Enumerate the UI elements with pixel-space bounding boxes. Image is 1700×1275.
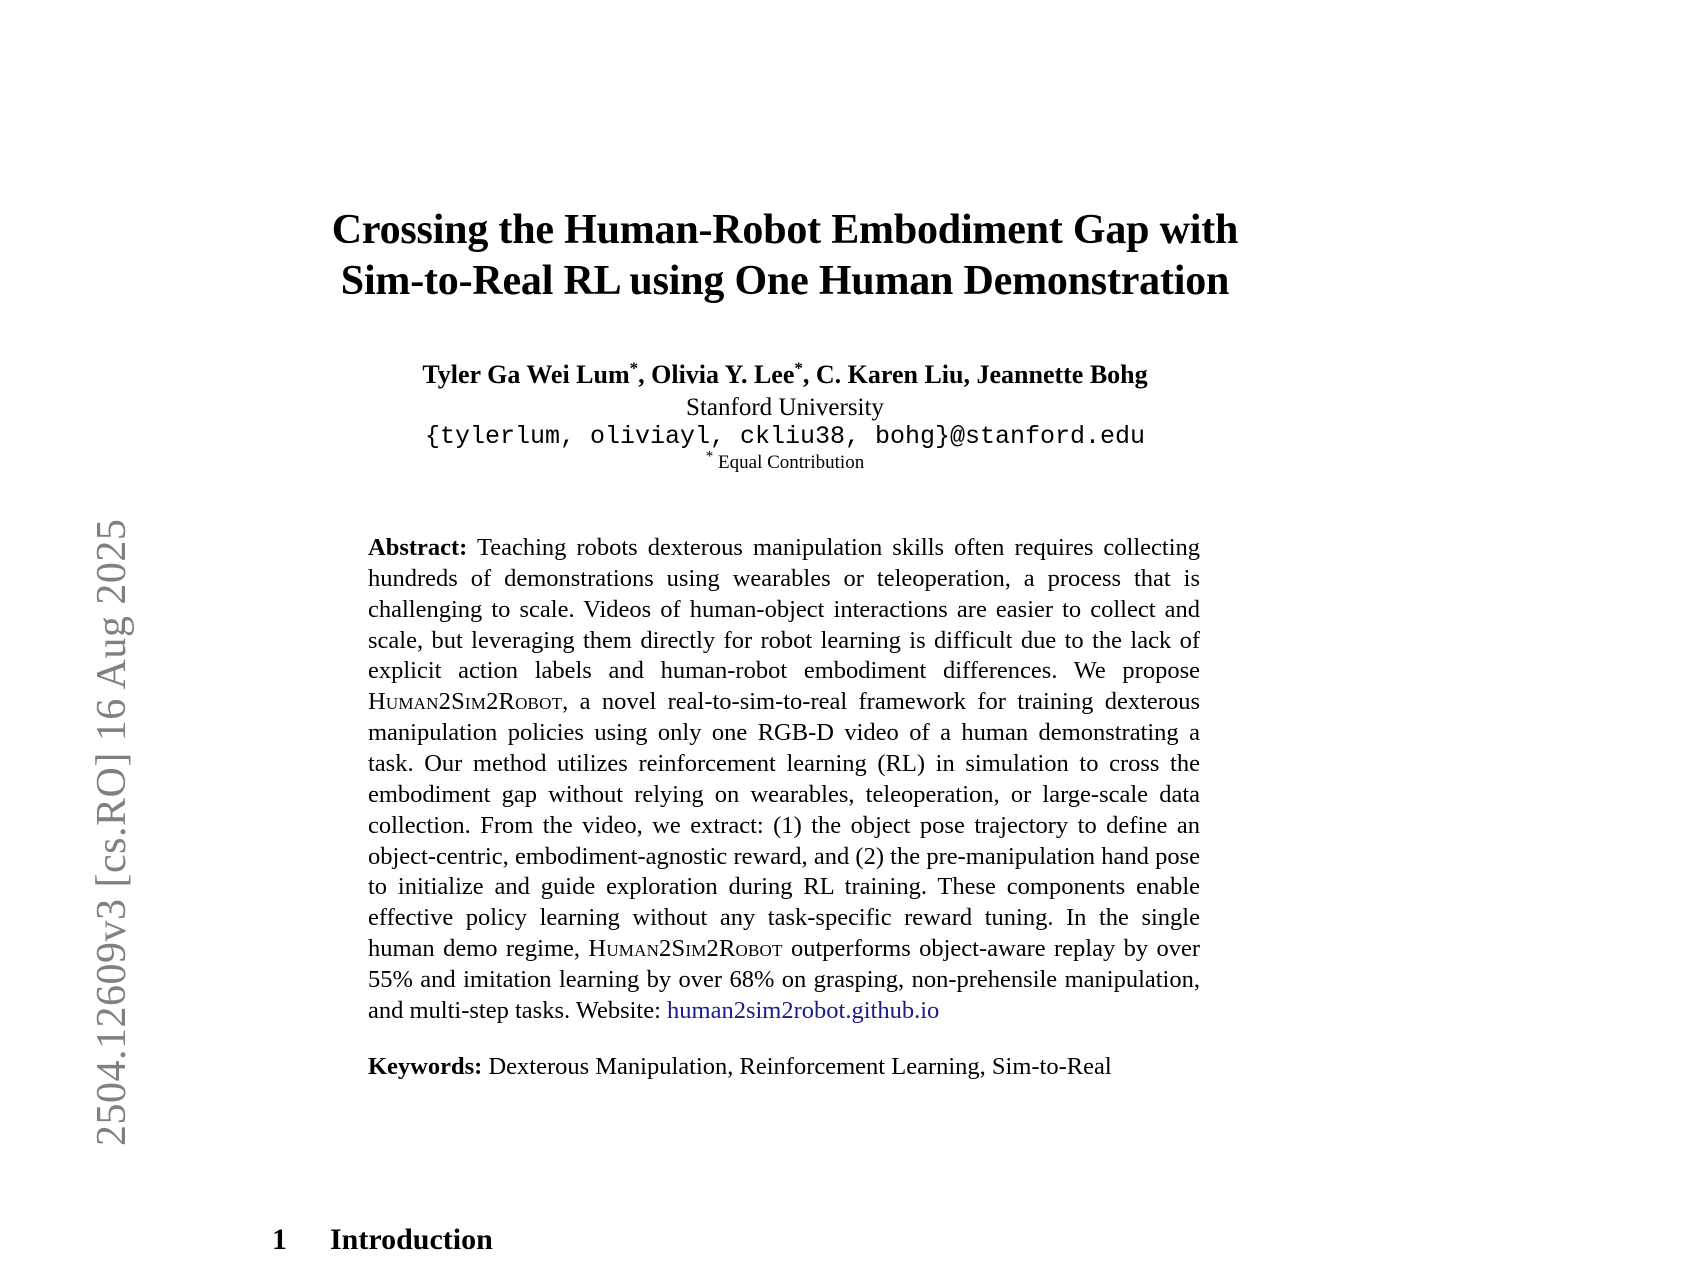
abstract-text-part-2: , a novel real-to-sim-to-real framework for training dexterous manipulation policies using only one RGB-D video of a human demonstrating a task. Our method utilizes reinforcement learning (RL) in simulation to cross the embodiment gap without relying on wearables, teleoperation, or large-scale data collection. From the video, we extract: (1) the object pose trajectory to define an object-centric, embodiment-agnostic reward, and (2) the pre-manipulation hand pose to initialize and guide exploration during RL training. These components enable effective policy learning without any task-specific reward tuning. In the single human demo regime,: [368, 688, 1200, 963]
author-separator-1: , Olivia Y. Lee: [638, 360, 795, 389]
author-emails: {tylerlum, oliviayl, ckliu38, bohg}@stanford.edu: [424, 422, 1146, 451]
arxiv-identifier-stamp: 2504.12609v3 [cs.RO] 16 Aug 2025: [89, 518, 135, 1146]
system-name-mention-2: Human2Sim2Robot: [588, 935, 783, 963]
affiliation: Stanford University: [686, 394, 884, 421]
footnote-asterisk: *: [705, 448, 714, 465]
system-name-mention-1: Human2Sim2Robot: [368, 688, 563, 716]
abstract-text-part-3: outperforms object-aware replay by over 55% and imitation learning by over 68% on grasping, non-prehensile manipulation, and multi-step tasks. Website:: [368, 935, 1200, 1024]
page-title: [300, 205, 1270, 307]
equal-contribution-marker-1: *: [629, 358, 639, 378]
author-name-1: Tyler Ga Wei Lum: [422, 360, 630, 389]
footnote-text: Equal Contribution: [713, 452, 865, 473]
equal-contribution-marker-2: *: [794, 358, 803, 378]
abstract-label: Abstract:: [368, 534, 468, 561]
project-website-link[interactable]: human2sim2robot.github.io: [667, 996, 940, 1024]
section-number: 1: [272, 1223, 287, 1256]
keywords-value: Dexterous Manipulation, Reinforcement Learning, Sim-to-Real: [482, 1053, 1112, 1080]
keywords-block: [368, 1052, 1200, 1083]
author-names-rest: , C. Karen Liu, Jeannette Bohg: [802, 360, 1148, 389]
section-heading-introduction: [272, 1222, 1172, 1258]
abstract-text-part-1: Teaching robots dexterous manipulation skills often requires collecting hundreds of demonstrations using wearables or teleoperation, a process that is challenging to scale. Videos of human-object interactions are easier to collect and scale, but leveraging them directly for robot learning is difficult due to the lack of explicit action labels and human-robot embodiment differences. We propose: [368, 534, 1201, 685]
abstract-block: [368, 533, 1200, 1027]
keywords-label: Keywords:: [368, 1053, 483, 1080]
title-line-2: Sim-to-Real RL using One Human Demonstration: [340, 258, 1230, 305]
equal-contribution-footnote: [300, 448, 1270, 476]
title-line-1: Crossing the Human-Robot Embodiment Gap with: [331, 207, 1239, 253]
section-title: Introduction: [330, 1223, 493, 1256]
author-list: [300, 358, 1270, 391]
